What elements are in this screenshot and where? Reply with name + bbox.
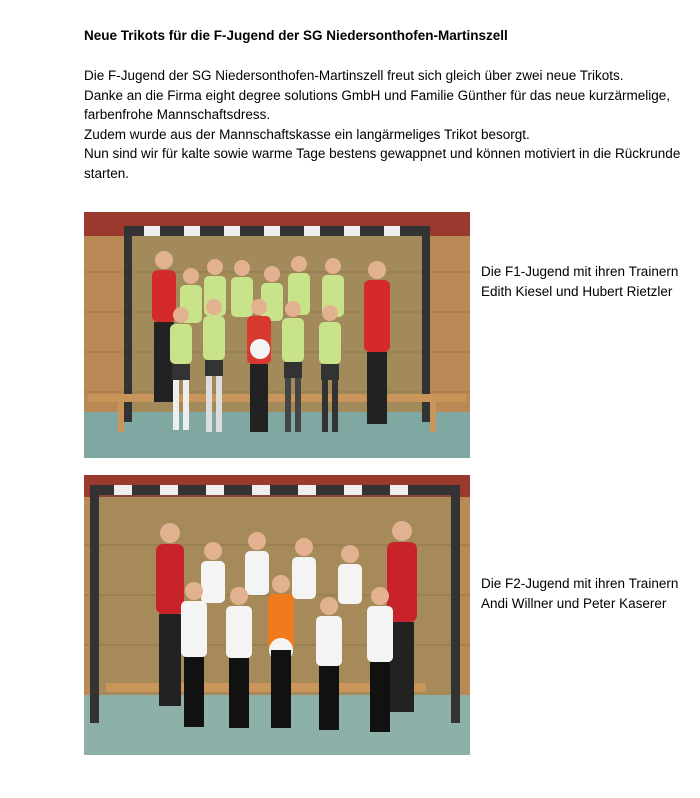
article-intro [84, 66, 684, 184]
intro-paragraph-2: Danke an die Firma eight degree solutions GmbH und Familie Günther für das neue kurzärmelige, farbenfrohe Mannschaftsdress. [84, 87, 671, 123]
team-photo-f2-image [84, 475, 470, 755]
team-photo-f1-image [84, 212, 470, 458]
photo-caption-f2: Die F2-Jugend mit ihren Trainern Andi Willner und Peter Kaserer [481, 576, 679, 611]
intro-paragraph-1: Die F-Jugend der SG Niedersonthofen-Martinszell freut sich gleich über zwei neue Trikots. [84, 68, 624, 83]
photo-caption-f1: Die F1-Jugend mit ihren Trainern Edith Kiesel und Hubert Rietzler [481, 264, 679, 299]
article-title: Neue Trikots für die F-Jugend der SG Niedersonthofen-Martinszell [84, 28, 508, 43]
team-photo-f1 [84, 212, 470, 458]
intro-paragraph-3: Zudem wurde aus der Mannschaftskasse ein langärmeliges Trikot besorgt. [84, 126, 530, 142]
team-photo-f2 [84, 475, 470, 755]
intro-paragraph-4: Nun sind wir für kalte sowie warme Tage bestens gewappnet und können motiviert in die Rückrunde starten. [84, 146, 681, 181]
